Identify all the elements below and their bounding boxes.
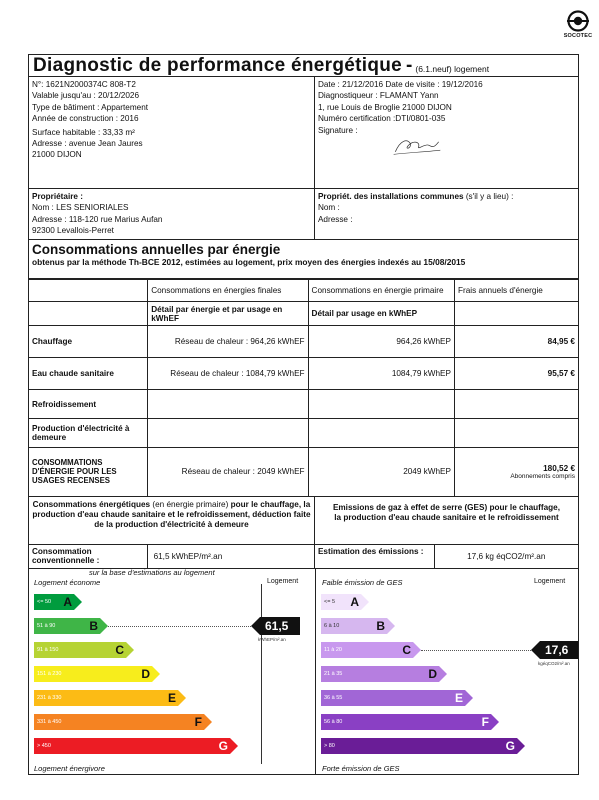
energy-column-label: Logement: [267, 577, 299, 585]
row-final: Réseau de chaleur : 1084,79 kWhEF: [148, 358, 308, 390]
diagnostician-address: 1, rue Louis de Broglie 21000 DIJON: [317, 102, 452, 112]
energy-column-divider: [261, 584, 262, 764]
selected-class-leader: [108, 626, 251, 627]
row-cost: 180,52 €: [543, 463, 575, 473]
class-letter-c: C: [115, 642, 124, 657]
class-range-d: 21 à 35: [324, 670, 343, 677]
indicators-values-row: [29, 545, 578, 569]
class-letter-e: E: [454, 690, 463, 705]
class-letter-c: C: [402, 642, 411, 657]
class-bar-e: [321, 690, 465, 706]
class-arrow-tip-a: [361, 594, 369, 610]
energy-top-label: Logement économe: [34, 577, 101, 587]
class-letter-a: A: [63, 594, 72, 609]
class-range-a: <= 5: [324, 598, 336, 605]
class-range-e: 231 à 330: [37, 694, 62, 701]
class-arrow-tip-c: [126, 642, 134, 658]
table-subheader-row: [29, 302, 578, 326]
ges-label: Estimation des émissions :: [315, 545, 435, 568]
info-right: [315, 77, 578, 188]
class-bar-c: [321, 642, 413, 658]
building-type: Type de bâtiment : Appartement: [32, 102, 149, 112]
energy-bottom-label: Logement énergivore: [34, 763, 105, 773]
class-range-b: 51 à 90: [37, 622, 56, 629]
dpe-number: N°: 1621N2000374C 808-T2: [32, 80, 136, 89]
owner-address: Adresse : 118-120 rue Marius Aufan: [32, 214, 163, 224]
class-bar-f: [321, 714, 491, 730]
visit-date: Date : 21/12/2016 Date de visite : 19/12/2016: [317, 80, 483, 89]
indicators-heading-row: [29, 497, 578, 545]
ges-heading: Emissions de gaz à effet de serre (GES) pour le chauffage, la production d'eau chaude sanitaire et le refroidissement: [332, 502, 560, 522]
row-primary: 1084,79 kWhEP: [308, 358, 454, 390]
class-bar-g: [34, 738, 230, 754]
class-range-f: 56 à 80: [324, 718, 343, 725]
class-range-c: 11 à 20: [324, 646, 342, 653]
consumption-title: Consommations annuelles par énergie: [32, 242, 281, 257]
class-bar-d: [321, 666, 439, 682]
class-arrow-tip-g: [230, 738, 238, 754]
title-dash: -: [406, 54, 413, 76]
construction-year: Année de construction : 2016: [32, 114, 139, 124]
diagnostician: Diagnostiqueur : FLAMANT Yann: [317, 91, 439, 101]
class-letter-d: D: [141, 666, 150, 681]
class-range-g: > 80: [324, 742, 335, 749]
energy-heading: [29, 497, 315, 544]
consumption-subtitle: obtenus par la méthode Th-BCE 2012, estimées au logement, prix moyen des énergies indexés au 15/08/2015: [32, 257, 466, 267]
class-arrow-tip-a: [74, 594, 82, 610]
table-row: [29, 419, 578, 448]
current-value-unit: kgéqCO2/m².an: [538, 660, 570, 666]
class-range-b: 6 à 10: [324, 622, 340, 629]
title-row: [29, 55, 578, 77]
row-primary: 2049 kWhEP: [308, 448, 454, 496]
row-cost-note: Abonnements compris: [510, 472, 575, 480]
ges-label-chart: [316, 569, 580, 774]
class-arrow-tip-f: [204, 714, 212, 730]
row-final: Réseau de chaleur : 964,26 kWhEF: [148, 326, 308, 358]
row-primary: 964,26 kWhEP: [308, 326, 454, 358]
class-bar-a: [321, 594, 361, 610]
city: 21000 DIJON: [32, 150, 82, 160]
class-letter-g: G: [218, 738, 228, 753]
class-arrow-tip-b: [100, 618, 108, 634]
energy-heading-rest: pour le chauffage, la production d'eau chaude sanitaire et le refroidissement, déduction faite de la production d'électricité à demeure: [32, 499, 311, 529]
installations-name: Nom :: [317, 203, 340, 213]
signature-image: [392, 135, 442, 157]
row-label: Eau chaude sanitaire: [29, 358, 148, 390]
table-cell-empty: [29, 280, 148, 302]
class-letter-b: B: [89, 618, 98, 633]
class-arrow-tip-d: [439, 666, 447, 682]
energy-heading-bold: Consommations énergétiques: [32, 499, 151, 509]
installations-note: (s'il y a lieu) :: [465, 192, 514, 201]
energy-value: 61,5 kWhEP/m².an: [148, 545, 315, 568]
row-cost: 84,95 €: [454, 326, 578, 358]
row-cost-cell: [454, 448, 578, 496]
subheader-primary: Détail par usage en kWhEP: [308, 302, 454, 326]
validity: Valable jusqu'au : 20/12/2026: [32, 91, 140, 101]
installations-title-line: [318, 191, 575, 202]
class-range-g: > 450: [37, 742, 51, 749]
table-header-row: [29, 280, 578, 302]
class-bar-e: [34, 690, 178, 706]
class-range-d: 151 à 230: [37, 670, 62, 677]
class-letter-b: B: [376, 618, 385, 633]
row-cost: [454, 419, 578, 448]
class-letter-e: E: [167, 690, 176, 705]
table-row: [29, 358, 578, 390]
header-primary: Consommations en énergie primaire: [308, 280, 454, 302]
energy-heading-note: (en énergie primaire): [152, 499, 229, 509]
class-bar-d: [34, 666, 152, 682]
page-title: Diagnostic de performance énergétique: [33, 54, 403, 76]
owner-name: Nom : LES SENIORIALES: [32, 203, 129, 213]
class-arrow-tip-b: [387, 618, 395, 634]
class-range-f: 331 à 450: [37, 718, 62, 725]
row-label: Chauffage: [29, 326, 148, 358]
owner-city: 92300 Levallois-Perret: [32, 226, 114, 236]
class-letter-f: F: [481, 714, 489, 729]
class-arrow-tip-e: [465, 690, 473, 706]
class-letter-g: G: [505, 738, 515, 753]
subheader-final: Détail par énergie et par usage en kWhEF: [148, 302, 308, 326]
table-cell-empty: [454, 302, 578, 326]
labels-area: [29, 569, 578, 774]
class-letter-a: A: [350, 594, 359, 609]
row-label: Production d'électricité à demeure: [29, 419, 148, 448]
installations-title: Propriét. des installations communes: [317, 192, 464, 201]
table-row: [29, 390, 578, 419]
class-range-a: <= 50: [37, 598, 52, 605]
socotec-logo-icon: [567, 10, 589, 32]
ges-bottom-label: Forte émission de GES: [322, 763, 400, 773]
row-label: CONSOMMATIONS D'ÉNERGIE POUR LES USAGES RECENSES: [29, 448, 148, 496]
energy-basis: sur la base d'estimations au logement: [89, 567, 215, 577]
row-label: Refroidissement: [29, 390, 148, 419]
class-letter-f: F: [194, 714, 202, 729]
table-cell-empty: [29, 302, 148, 326]
page-subtitle: (6.1.neuf) logement: [415, 63, 490, 74]
row-final: Réseau de chaleur : 2049 kWhEF: [148, 448, 308, 496]
certification: Numéro certification :DTI/0801-035: [317, 114, 446, 124]
owner-row: [29, 189, 578, 240]
class-bar-a: [34, 594, 74, 610]
class-arrow-tip-c: [413, 642, 421, 658]
row-final: [148, 419, 308, 448]
row-final: [148, 390, 308, 419]
ges-value: 17,6 kg éqCO2/m².an: [467, 551, 546, 561]
header-cost: Frais annuels d'énergie: [454, 280, 578, 302]
class-arrow-tip-d: [152, 666, 160, 682]
consumption-table-row: [29, 279, 578, 497]
installations-owner-block: [315, 189, 578, 239]
info-row: [29, 77, 578, 189]
energy-label: Consommation conventionnelle :: [29, 545, 148, 568]
table-row: [29, 326, 578, 358]
address: Adresse : avenue Jean Jaures: [32, 139, 143, 149]
consumption-table: [29, 279, 578, 496]
class-arrow-tip-g: [517, 738, 525, 754]
table-row-total: [29, 448, 578, 496]
class-range-e: 36 à 55: [324, 694, 343, 701]
selected-class-leader: [421, 650, 531, 651]
current-value-unit: kWhEP/m².an: [258, 636, 286, 642]
signature-label: Signature :: [317, 125, 358, 135]
installations-address: Adresse :: [317, 214, 353, 224]
ges-column-label: Logement: [534, 577, 566, 585]
class-bar-b: [34, 618, 100, 634]
class-arrow-tip-f: [491, 714, 499, 730]
consumption-section-heading: [29, 240, 578, 279]
row-primary: [308, 390, 454, 419]
owner-block: [29, 189, 315, 239]
ges-top-label: Faible émission de GES: [322, 577, 403, 587]
class-arrow-tip-e: [178, 690, 186, 706]
socotec-logo: [562, 10, 594, 50]
row-cost: [454, 390, 578, 419]
current-value-arrow: 61,5: [260, 617, 300, 635]
row-primary: [308, 419, 454, 448]
living-area: Surface habitable : 33,33 m²: [32, 127, 135, 137]
class-bar-b: [321, 618, 387, 634]
header-final: Consommations en énergies finales: [148, 280, 308, 302]
class-bar-c: [34, 642, 126, 658]
logo-text: SOCOTEC: [563, 33, 593, 39]
dpe-document: [28, 54, 579, 775]
class-range-c: 91 à 150: [37, 646, 59, 653]
info-left: [29, 77, 315, 188]
row-cost: 95,57 €: [454, 358, 578, 390]
class-bar-f: [34, 714, 204, 730]
class-bar-g: [321, 738, 517, 754]
class-letter-d: D: [428, 666, 437, 681]
current-value-arrow: 17,6: [540, 641, 578, 659]
energy-label-chart: [29, 569, 316, 774]
owner-title: Propriétaire :: [32, 192, 83, 201]
